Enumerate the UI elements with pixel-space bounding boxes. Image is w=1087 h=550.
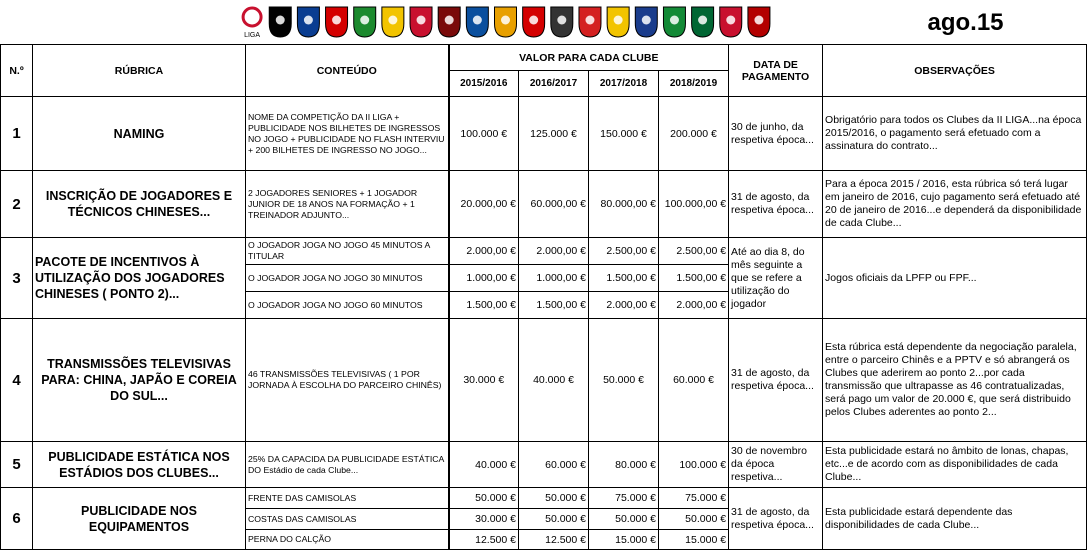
row-content: O JOGADOR JOGA NO JOGO 60 MINUTOS — [246, 292, 449, 319]
row-rubrica: TRANSMISSÕES TELEVISIVAS PARA: CHINA, JAPÃO E COREIA DO SUL... — [33, 319, 246, 442]
row-content: 25% DA CAPACIDA DA PUBLICIDADE ESTÁTICA DO Estádio de cada Clube... — [246, 442, 449, 488]
value-cell: 200.000 € — [659, 97, 729, 171]
crest-7 — [438, 7, 460, 37]
crest-9 — [495, 7, 517, 37]
value-cell: 100.000,00 € — [659, 171, 729, 238]
crest-13 — [607, 7, 629, 37]
row-rubrica: PUBLICIDADE ESTÁTICA NOS ESTÁDIOS DOS CLUBES... — [33, 442, 246, 488]
value-cell: 75.000 € — [589, 488, 659, 509]
row-rubrica: PUBLICIDADE NOS EQUIPAMENTOS — [33, 488, 246, 550]
row-observacoes: Esta rúbrica está dependente da negociação paralela, entre o parceiro Chinês e a PPTV e só abrangerá os Clubes que aderirem ao ponto 2...por cada transmissão que ultrapasse as 46 contratualizadas, será pago um valor de 20.000 €, que será distribuido pelos Clubes aderentes ao ponto 2... — [823, 319, 1087, 442]
crest-17 — [720, 7, 742, 37]
row-pagamento: Até ao dia 8, do mês seguinte a que se refere a utilização do jogador — [729, 238, 823, 319]
row-number: 2 — [1, 171, 33, 238]
row-content: COSTAS DAS CAMISOLAS — [246, 509, 449, 530]
value-cell: 40.000 € — [519, 319, 589, 442]
crest-14 — [635, 7, 657, 37]
value-cell: 1.500,00 € — [589, 265, 659, 292]
value-cell: 1.500,00 € — [519, 292, 589, 319]
crest-4 — [354, 7, 376, 37]
value-cell: 2.000,00 € — [519, 238, 589, 265]
table-row — [1, 171, 1087, 238]
crest-3 — [326, 7, 348, 37]
table-row — [1, 319, 1087, 442]
header-pagamento: DATA DE PAGAMENTO — [729, 45, 823, 97]
crest-12 — [579, 7, 601, 37]
value-cell: 50.000 € — [519, 488, 589, 509]
table-row — [1, 97, 1087, 171]
header-row — [1, 45, 1087, 71]
header — [0, 0, 1087, 44]
value-cell: 2.500,00 € — [589, 238, 659, 265]
value-cell: 100.000 € — [659, 442, 729, 488]
header-valor: VALOR PARA CADA CLUBE — [449, 45, 729, 71]
row-pagamento: 31 de agosto, da respetiva época... — [729, 319, 823, 442]
value-cell: 50.000 € — [449, 488, 519, 509]
value-cell: 150.000 € — [589, 97, 659, 171]
crest-16 — [692, 7, 714, 37]
row-pagamento: 31 de agosto, da respetiva época... — [729, 488, 823, 550]
value-cell: 2.000,00 € — [659, 292, 729, 319]
row-observacoes: Obrigatório para todos os Clubes da II LIGA...na época 2015/2016, o pagamento será efetuado com a assinatura do contrato... — [823, 97, 1087, 171]
crest-2 — [297, 7, 319, 37]
row-content: 46 TRANSMISSÕES TELEVISIVAS ( 1 POR JORNADA À ESCOLHA DO PARCEIRO CHINÊS) — [246, 319, 449, 442]
row-number: 1 — [1, 97, 33, 171]
value-cell: 60.000 € — [519, 442, 589, 488]
row-rubrica: NAMING — [33, 97, 246, 171]
value-cell: 50.000 € — [519, 509, 589, 530]
row-content: NOME DA COMPETIÇÃO DA II LIGA + PUBLICIDADE NOS BILHETES DE INGRESSOS NO JOGO + PUBLICIDADE NO FLASH INTERVIU + 200 BILHETES DE INGRESSO NO JOGO... — [246, 97, 449, 171]
value-cell: 125.000 € — [519, 97, 589, 171]
header-rubrica: RÚBRICA — [33, 45, 246, 97]
date-stamp: ago.15 — [927, 9, 1004, 36]
crest-11 — [551, 7, 573, 37]
value-cell: 100.000 € — [449, 97, 519, 171]
value-cell: 40.000 € — [449, 442, 519, 488]
crest-15 — [663, 7, 685, 37]
club-logos — [238, 3, 773, 41]
table-row — [1, 488, 1087, 509]
liga-logo — [243, 8, 261, 39]
row-observacoes: Esta publicidade estará no âmbito de lonas, chapas, etc...e de acordo com as disponibilidades de cada Clube... — [823, 442, 1087, 488]
row-content: PERNA DO CALÇÃO — [246, 530, 449, 550]
value-cell: 60.000 € — [659, 319, 729, 442]
crest-18 — [748, 7, 770, 37]
value-cell: 2.000,00 € — [449, 238, 519, 265]
value-cell: 80.000 € — [589, 442, 659, 488]
row-number: 3 — [1, 238, 33, 319]
crest-5 — [382, 7, 404, 37]
value-cell: 2.500,00 € — [659, 238, 729, 265]
crest-1 — [269, 7, 291, 37]
value-cell: 60.000,00 € — [519, 171, 589, 238]
table-row — [1, 238, 1087, 265]
value-cell: 50.000 € — [659, 509, 729, 530]
row-rubrica: INSCRIÇÃO DE JOGADORES E TÉCNICOS CHINESES... — [33, 171, 246, 238]
row-content: 2 JOGADORES SENIORES + 1 JOGADOR JUNIOR DE 18 ANOS NA FORMAÇÃO + 1 TREINADOR ADJUNTO... — [246, 171, 449, 238]
value-cell: 30.000 € — [449, 509, 519, 530]
header-year: 2018/2019 — [659, 71, 729, 97]
value-cell: 15.000 € — [589, 530, 659, 550]
row-content: FRENTE DAS CAMISOLAS — [246, 488, 449, 509]
value-cell: 2.000,00 € — [589, 292, 659, 319]
header-year: 2017/2018 — [589, 71, 659, 97]
value-cell: 12.500 € — [519, 530, 589, 550]
row-number: 5 — [1, 442, 33, 488]
row-content: O JOGADOR JOGA NO JOGO 45 MINUTOS A TITULAR — [246, 238, 449, 265]
value-cell: 50.000 € — [589, 319, 659, 442]
liga-logo-label: LIGA — [244, 32, 261, 39]
row-number: 6 — [1, 488, 33, 550]
row-observacoes: Jogos oficiais da LPFP ou FPF... — [823, 238, 1087, 319]
value-cell: 15.000 € — [659, 530, 729, 550]
budget-table — [0, 44, 1087, 550]
value-cell: 50.000 € — [589, 509, 659, 530]
row-pagamento: 31 de agosto, da respetiva época... — [729, 171, 823, 238]
header-num: N.º — [1, 45, 33, 97]
crest-6 — [410, 7, 432, 37]
header-conteudo: CONTEÚDO — [246, 45, 449, 97]
header-year: 2015/2016 — [449, 71, 519, 97]
value-cell: 1.000,00 € — [519, 265, 589, 292]
value-cell: 80.000,00 € — [589, 171, 659, 238]
value-cell: 20.000,00 € — [449, 171, 519, 238]
value-cell: 1.500,00 € — [449, 292, 519, 319]
row-observacoes: Esta publicidade estará dependente das disponibilidades de cada Clube... — [823, 488, 1087, 550]
table-row — [1, 442, 1087, 488]
crest-8 — [466, 7, 488, 37]
value-cell: 1.000,00 € — [449, 265, 519, 292]
value-cell: 30.000 € — [449, 319, 519, 442]
row-pagamento: 30 de novembro da época respetiva... — [729, 442, 823, 488]
crest-10 — [523, 7, 545, 37]
header-observacoes: OBSERVAÇÕES — [823, 45, 1087, 97]
value-cell: 75.000 € — [659, 488, 729, 509]
row-number: 4 — [1, 319, 33, 442]
value-cell: 12.500 € — [449, 530, 519, 550]
row-rubrica: PACOTE DE INCENTIVOS À UTILIZAÇÃO DOS JOGADORES CHINESES ( PONTO 2)... — [33, 238, 246, 319]
header-year: 2016/2017 — [519, 71, 589, 97]
row-observacoes: Para a época 2015 / 2016, esta rúbrica só terá lugar em janeiro de 2016, cujo pagamento será efetuado até 20 de janeiro de 2016...e dependerá da disponibilidade de cada Clube... — [823, 171, 1087, 238]
row-pagamento: 30 de junho, da respetiva época... — [729, 97, 823, 171]
row-content: O JOGADOR JOGA NO JOGO 30 MINUTOS — [246, 265, 449, 292]
value-cell: 1.500,00 € — [659, 265, 729, 292]
